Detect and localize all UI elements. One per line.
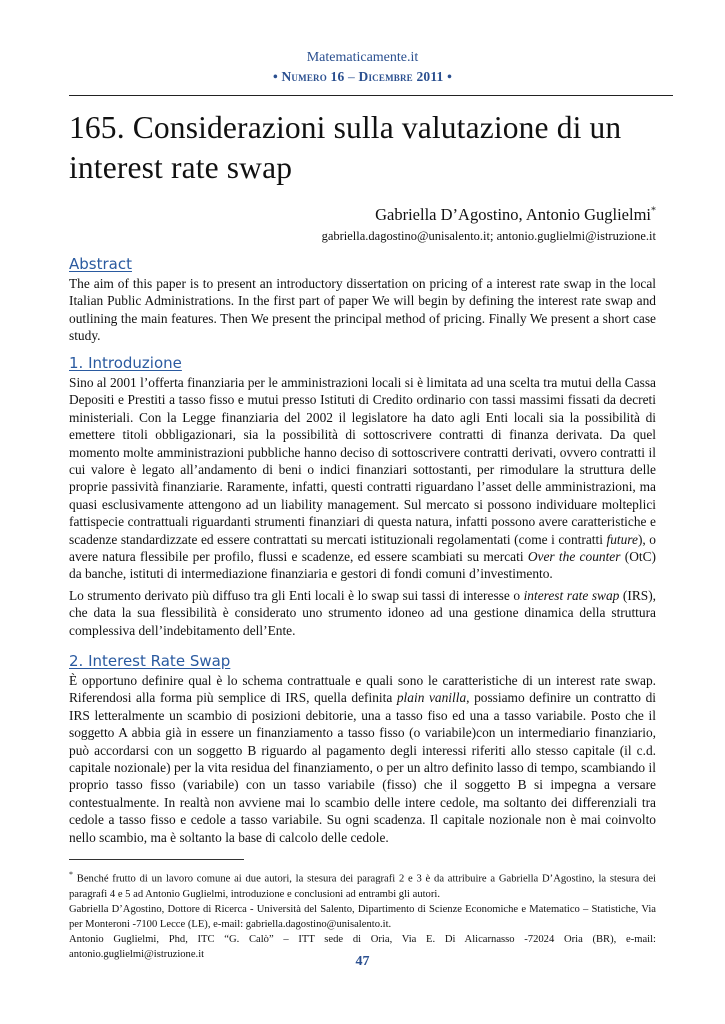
issue-number: Numero 16 — [281, 69, 345, 84]
issue-line — [69, 69, 656, 85]
issue-separator: – — [347, 69, 355, 84]
author-emails: gabriella.dagostino@unisalento.it; antonio.guglielmi@istruzione.it — [321, 229, 656, 243]
footnote — [69, 867, 656, 962]
footnote-rule — [69, 859, 244, 860]
journal-site-name: Matematicamente.it — [306, 50, 419, 65]
footnote-line-3: Antonio Guglielmi, Phd, ITC “G. Calò” – ITT sede di Oria, Via E. Di Alicarnasso -72024 Oria (BR), e-mail: antonio.guglielmi@istruzione.it — [69, 933, 656, 960]
journal-header — [69, 50, 656, 85]
footnote-line-2: Gabriella D’Agostino, Dottore di Ricerca - Università del Salento, Dipartimento di Scienze Economiche e Matematico – Statistiche, Via per Monteroni -7100 Lecce (LE), e-mail: gabriella.dagostino@unisalento.it. — [69, 903, 656, 930]
footnote-line-1: * Benché frutto di un lavoro comune ai due autori, la stesura dei paragrafi 2 e 3 è da attribuire a Gabriella D’Agostino, la stesura dei paragrafi 4 e 5 ad Antonio Guglielmi, introduzione e conclusioni ad entrambi gli autori. — [69, 870, 656, 900]
page-number: 47 — [355, 954, 370, 969]
section-2-paragraph-1: È opportuno definire qual è lo schema contrattuale e quali sono le caratteristiche di un interest rate swap. Riferendosi alla forma più semplice di IRS, quella definita plain vanilla, possiamo definire un contratto di IRS letteralmente un scambio di posizioni debitorie, una a tasso fiso ed una a tasso variabile. Posto che il soggetto A abbia già in essere un finanziamento a tasso fisso (o variabile)con un intermediario finanziario, può accordarsi con un soggetto B riguardo al pagamento degli interessi riferiti allo stesso capitale (il c.d. capitale nozionale) per la vita residua del finanziamento, o per un altro definito lasso di tempo, scambiando il proprio tasso fisso (variabile) con un tasso variabile (fisso) che il soggetto B si impegna a versare contestualmente. In realtà non avviene mai lo scambio delle intere cedole, ma soltanto dei differenziali tra cedole a tasso fisso e cedole a tasso variabile. Su ogni scadenza. Il capitale nozionale non è mai coinvolto nello scambio, ma è soltanto la base di calcolo delle cedole. — [69, 673, 656, 845]
paper-title: 165. Considerazioni sulla valutazione di un interest rate swap — [69, 110, 622, 185]
section-1-paragraph-2: Lo strumento derivato più diffuso tra gli Enti locali è lo swap sui tassi di interesse o interest rate swap (IRS), che data la sua flessibilità è considerato uno strumento idoneo ad una gestione dinamica della struttura complessiva dell’indebitamento dell’Ente. — [69, 588, 657, 638]
bullet-left: • — [272, 69, 278, 84]
section-2-heading: 2. Interest Rate Swap — [69, 652, 231, 670]
authors-footnote-mark: * — [651, 205, 656, 217]
section-1-heading: 1. Introduzione — [69, 354, 182, 372]
section-1-paragraph-1: Sino al 2001 l’offerta finanziaria per le amministrazioni locali si è limitata ad una scelta tra mutui della Cassa Depositi e Prestiti a tasso fisso e mutui presso Istituti di Credito ordinario con tassi massimi fissati da decreti ministeriali. Con la Legge finanziaria del 2002 il legislatore ha dato agli Enti locali sia la possibilità di emettere titoli obbligazionari, sia la possibilità di sottoscrivere contratti di finanza derivata. Da quel momento molte amministrazioni pubbliche hanno deciso di sottoscrivere contratti derivati, ovvero contratti il cui valore è legato all’andamento di beni o indici finanziari sottostanti, per rimodulare la struttura delle proprie passività finanziarie. Raramente, infatti, questi contratti riguardano l’asset delle amministrazioni, ma quasi esclusivamente attengono ad un liability management. Sul mercato si possono individuare molteplici fattispecie contrattuali riguardanti strumenti finanziari di questa natura, infatti possono avere caratteristiche e scadenze standardizzate ed essere contrattati su mercati istituzionali regolamentati (come i contratti future), o avere natura flessibile per profilo, flussi e scadenze, ed essere scambiati su mercati Over the counter (OtC) da banche, istituti di intermediazione finanziaria e gestori di fondi comuni d’investimento. — [69, 375, 657, 582]
issue-year: 2011 — [416, 69, 444, 84]
authors-names: Gabriella D’Agostino, Antonio Guglielmi — [375, 205, 651, 224]
header-rule — [69, 95, 673, 96]
bullet-right: • — [447, 69, 453, 84]
abstract-text: The aim of this paper is to present an introductory dissertation on pricing of a interest rate swap in the local Italian Public Administrations. In the first part of paper We will begin by defining the interest rate swap and outlining the main features. Then We present the principal method of pricing. Finally We present a short case study. — [69, 276, 656, 344]
paper-authors — [375, 205, 656, 225]
paper-page — [69, 0, 657, 969]
abstract-heading: Abstract — [69, 255, 132, 273]
issue-month: Dicembre — [358, 69, 413, 84]
